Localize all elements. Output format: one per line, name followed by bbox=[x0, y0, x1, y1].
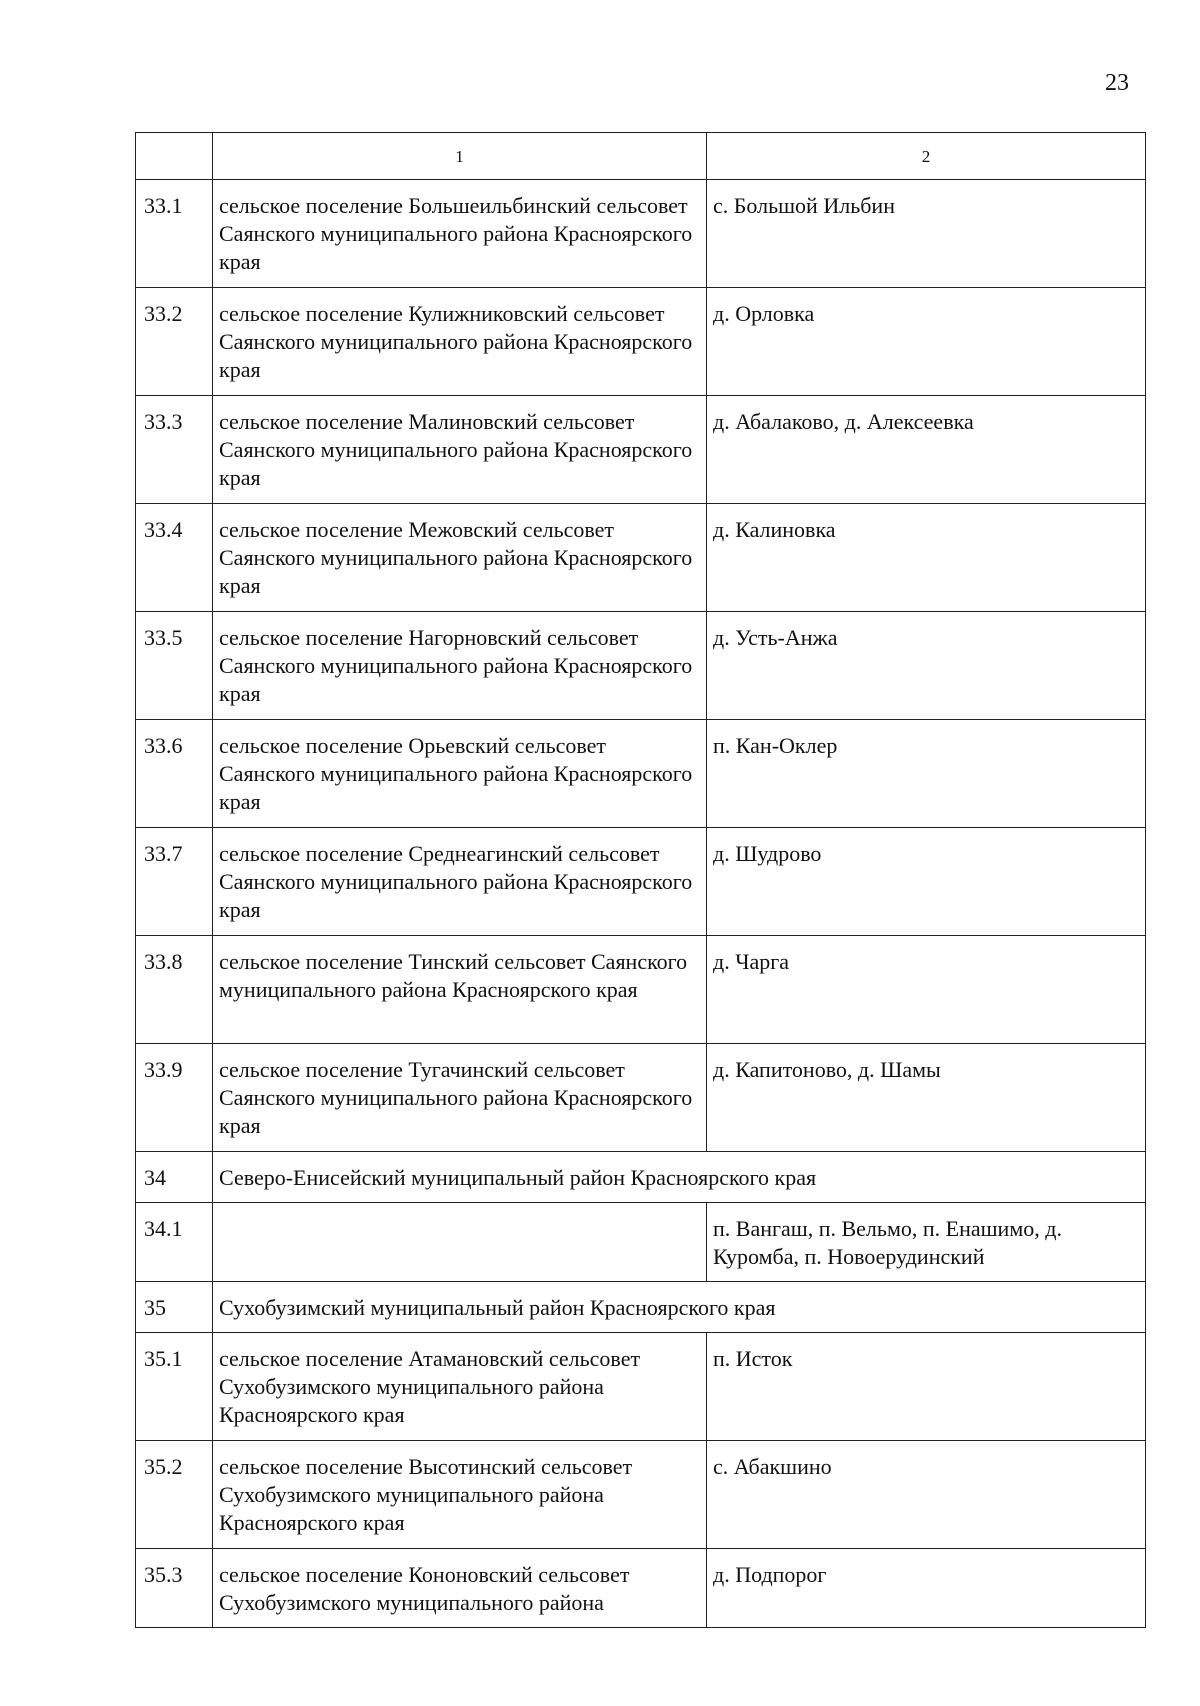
municipality-name: сельское поселение Высотинский сельсовет Сухобузимского муниципального района Красноярского края bbox=[213, 1441, 707, 1549]
row-number: 35.1 bbox=[136, 1333, 213, 1441]
table-row bbox=[136, 1549, 1146, 1628]
district-name: Северо-Енисейский муниципальный район Красноярского края bbox=[213, 1152, 1146, 1203]
row-number: 35 bbox=[136, 1282, 213, 1333]
row-number: 34 bbox=[136, 1152, 213, 1203]
localities: п. Вангаш, п. Вельмо, п. Енашимо, д. Куромба, п. Новоерудинский bbox=[707, 1203, 1146, 1282]
row-number: 33.1 bbox=[136, 180, 213, 288]
municipality-name: сельское поселение Тугачинский сельсовет Саянского муниципального района Красноярского края bbox=[213, 1044, 707, 1152]
municipality-name: сельское поселение Межовский сельсовет Саянского муниципального района Красноярского края bbox=[213, 504, 707, 612]
district-name: Сухобузимский муниципальный район Красноярского края bbox=[213, 1282, 1146, 1333]
header-cell-1: 1 bbox=[213, 133, 707, 180]
row-number: 35.2 bbox=[136, 1441, 213, 1549]
localities: д. Подпорог bbox=[707, 1549, 1146, 1628]
municipality-name: сельское поселение Среднеагинский сельсовет Саянского муниципального района Красноярского края bbox=[213, 828, 707, 936]
table-row bbox=[136, 612, 1146, 720]
header-cell-2: 2 bbox=[707, 133, 1146, 180]
table-row bbox=[136, 504, 1146, 612]
row-number: 33.3 bbox=[136, 396, 213, 504]
municipality-name: сельское поселение Малиновский сельсовет Саянского муниципального района Красноярского края bbox=[213, 396, 707, 504]
localities: д. Орловка bbox=[707, 288, 1146, 396]
table-row bbox=[136, 180, 1146, 288]
municipality-name: сельское поселение Кулижниковский сельсовет Саянского муниципального района Красноярского края bbox=[213, 288, 707, 396]
table-row bbox=[136, 828, 1146, 936]
page-number: 23 bbox=[1105, 70, 1129, 96]
municipality-name: сельское поселение Большеильбинский сельсовет Саянского муниципального района Красноярского края bbox=[213, 180, 707, 288]
table-row bbox=[136, 1203, 1146, 1282]
municipality-name: сельское поселение Атамановский сельсовет Сухобузимского муниципального района Красноярского края bbox=[213, 1333, 707, 1441]
table-row bbox=[136, 396, 1146, 504]
localities: д. Усть-Анжа bbox=[707, 612, 1146, 720]
row-number: 33.9 bbox=[136, 1044, 213, 1152]
localities: д. Абалаково, д. Алексеевка bbox=[707, 396, 1146, 504]
localities: д. Чарга bbox=[707, 936, 1146, 1044]
row-number: 33.4 bbox=[136, 504, 213, 612]
row-number: 33.5 bbox=[136, 612, 213, 720]
row-number: 33.7 bbox=[136, 828, 213, 936]
municipality-name bbox=[213, 1203, 707, 1282]
row-number: 35.3 bbox=[136, 1549, 213, 1628]
row-number: 33.6 bbox=[136, 720, 213, 828]
table-row bbox=[136, 1333, 1146, 1441]
table-row bbox=[136, 936, 1146, 1044]
localities: д. Капитоново, д. Шамы bbox=[707, 1044, 1146, 1152]
row-number: 33.8 bbox=[136, 936, 213, 1044]
localities: д. Калиновка bbox=[707, 504, 1146, 612]
table-row bbox=[136, 288, 1146, 396]
municipality-name: сельское поселение Тинский сельсовет Саянского муниципального района Красноярского края bbox=[213, 936, 707, 1044]
district-row bbox=[136, 1152, 1146, 1203]
localities: п. Кан-Оклер bbox=[707, 720, 1146, 828]
table-row bbox=[136, 1441, 1146, 1549]
localities: д. Шудрово bbox=[707, 828, 1146, 936]
table-header-row bbox=[136, 133, 1146, 180]
table-row bbox=[136, 720, 1146, 828]
header-cell-num bbox=[136, 133, 213, 180]
localities: п. Исток bbox=[707, 1333, 1146, 1441]
municipality-name: сельское поселение Орьевский сельсовет Саянского муниципального района Красноярского края bbox=[213, 720, 707, 828]
table-row bbox=[136, 1044, 1146, 1152]
row-number: 34.1 bbox=[136, 1203, 213, 1282]
localities: с. Большой Ильбин bbox=[707, 180, 1146, 288]
settlements-table bbox=[135, 132, 1146, 1628]
localities: с. Абакшино bbox=[707, 1441, 1146, 1549]
municipality-name: сельское поселение Нагорновский сельсовет Саянского муниципального района Красноярского края bbox=[213, 612, 707, 720]
row-number: 33.2 bbox=[136, 288, 213, 396]
district-row bbox=[136, 1282, 1146, 1333]
municipality-name: сельское поселение Кононовский сельсовет Сухобузимского муниципального района bbox=[213, 1549, 707, 1628]
